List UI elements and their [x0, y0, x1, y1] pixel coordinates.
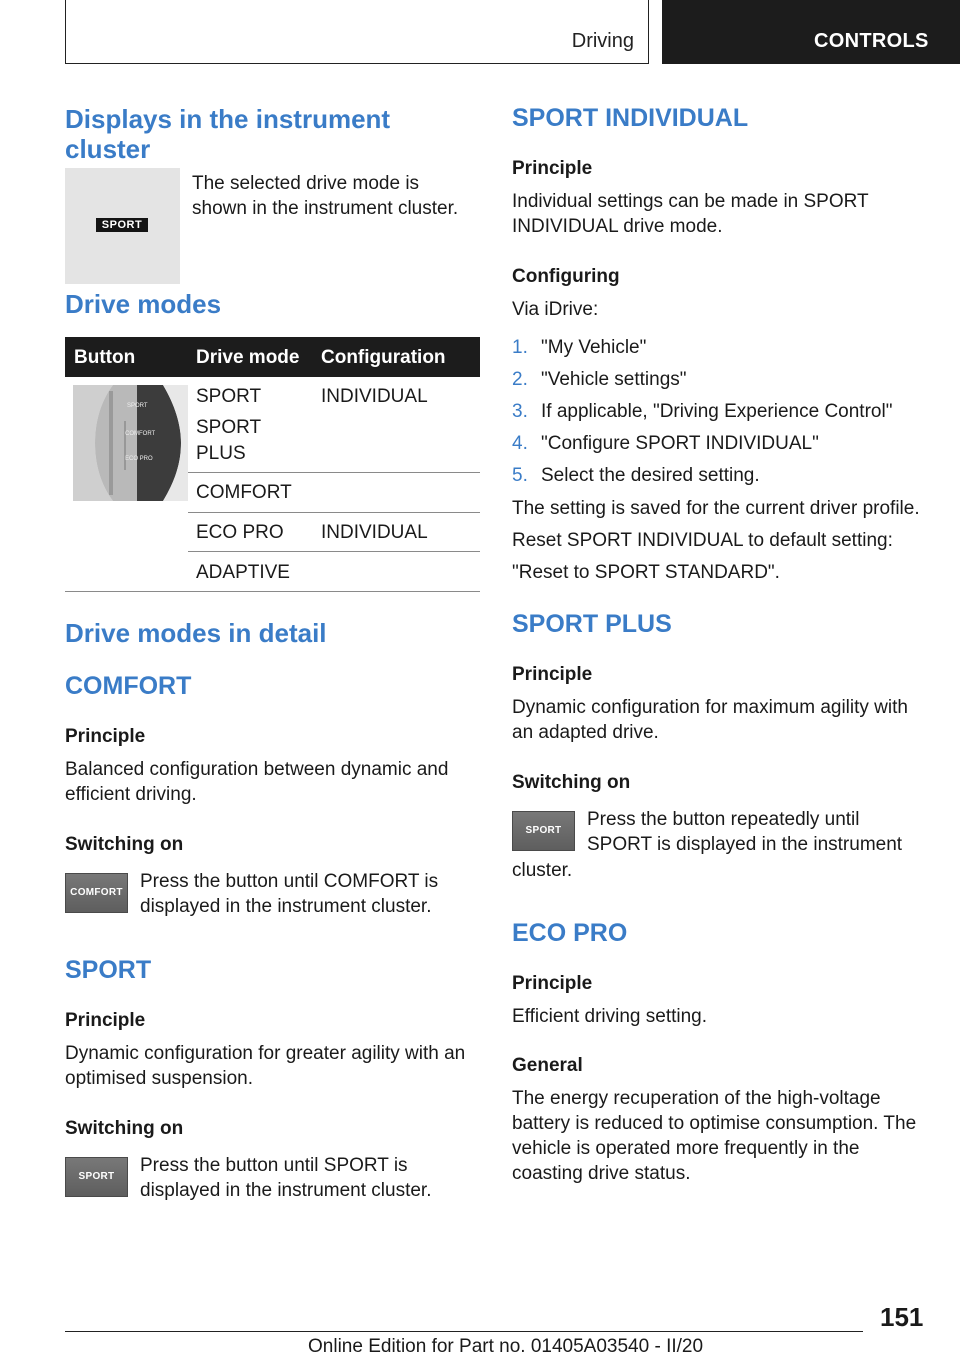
sport-individual-principle-label: Principle — [512, 158, 593, 179]
table-cell-mode-eco-pro: ECO PRO — [196, 522, 284, 543]
table-bottom-rule — [65, 591, 480, 592]
sport-heading: SPORT — [65, 956, 152, 984]
header-section-box — [65, 0, 649, 64]
footer-edition-text: Online Edition for Part no. 01405A03540 - II/20 — [308, 1336, 704, 1357]
header-section-title: Driving — [571, 30, 634, 52]
table-cell-config-eco-pro: INDIVIDUAL — [321, 522, 428, 543]
table-cell-mode-sport: SPORT — [196, 386, 262, 407]
displays-text: The selected drive mode is shown in the instrument cluster. — [192, 173, 459, 219]
sport-principle-text: Dynamic configuration for greater agility with an optimised suspension. — [65, 1043, 466, 1089]
eco-pro-principle-text: Efficient driving setting. — [512, 1006, 708, 1027]
comfort-button-label: COMFORT — [70, 887, 123, 898]
comfort-switching-text: Press the button until COMFORT is displayed in the instrument cluster. — [140, 871, 439, 917]
cluster-sport-label: SPORT — [96, 218, 148, 232]
displays-heading: Displays in the instrument cluster — [65, 104, 391, 164]
sport-switching-label: Switching on — [65, 1118, 184, 1139]
list-item: 3. If applicable, "Driving Experience Control" — [512, 401, 893, 422]
list-item: 5. Select the desired setting. — [512, 465, 760, 486]
sport-individual-principle-text: Individual settings can be made in SPORT INDIVIDUAL drive mode. — [512, 191, 869, 237]
list-item: 4. "Configure SPORT INDIVIDUAL" — [512, 433, 819, 454]
sport-switching-text: Press the button until SPORT is displayed in the instrument cluster. — [140, 1155, 432, 1201]
eco-pro-principle-label: Principle — [512, 973, 593, 994]
comfort-principle-text: Balanced configuration between dynamic and efficient driving. — [65, 759, 449, 805]
list-item: 1. "My Vehicle" — [512, 337, 647, 358]
panel-label-comfort: COMFORT — [125, 431, 156, 437]
footer-rule — [65, 1331, 863, 1332]
sport-plus-button-image — [512, 811, 575, 851]
header-chapter-tab — [662, 0, 960, 64]
configuring-steps-list — [512, 332, 932, 492]
header-chapter-title: CONTROLS — [814, 30, 929, 52]
table-header-button: Button — [74, 347, 136, 368]
setting-saved-text: The setting is saved for the current driver profile. — [512, 498, 920, 519]
table-row-divider — [188, 551, 480, 552]
sport-plus-switching-text: Press the button repeatedly until SPORT is displayed in the instrument — [587, 809, 903, 855]
sport-plus-principle-text: Dynamic configuration for maximum agility with an adapted drive. — [512, 697, 908, 743]
sport-principle-label: Principle — [65, 1010, 146, 1031]
sport-plus-switching-label: Switching on — [512, 772, 631, 793]
comfort-heading: COMFORT — [65, 672, 192, 700]
drive-modes-heading: Drive modes — [65, 289, 222, 319]
instrument-cluster-image — [65, 168, 180, 284]
eco-pro-heading: ECO PRO — [512, 919, 628, 947]
table-cell-mode-sport-plus: SPORT PLUS — [196, 417, 261, 464]
detail-heading: Drive modes in detail — [65, 618, 327, 648]
table-header-drive-mode: Drive mode — [196, 347, 300, 368]
sport-button-label: SPORT — [78, 1171, 115, 1182]
comfort-principle-label: Principle — [65, 726, 146, 747]
comfort-button-image — [65, 873, 128, 913]
drive-mode-buttons-image — [73, 385, 188, 501]
sport-plus-button-label: SPORT — [525, 825, 562, 836]
list-item: 2. "Vehicle settings" — [512, 369, 687, 390]
eco-pro-general-label: General — [512, 1055, 583, 1076]
sport-button-image — [65, 1157, 128, 1197]
panel-label-eco-pro: ECO PRO — [125, 456, 153, 462]
configuring-label: Configuring — [512, 266, 620, 287]
page-number: 151 — [880, 1302, 924, 1332]
comfort-switching-label: Switching on — [65, 834, 184, 855]
via-idrive-text: Via iDrive: — [512, 299, 599, 320]
sport-plus-switching-text-end: cluster. — [512, 860, 573, 881]
table-row-divider — [188, 472, 480, 473]
table-cell-mode-comfort: COMFORT — [196, 482, 292, 503]
table-header-configuration: Configuration — [321, 347, 446, 368]
sport-individual-heading: SPORT INDIVIDUAL — [512, 104, 749, 132]
panel-label-sport: SPORT — [127, 403, 148, 409]
reset-text: Reset SPORT INDIVIDUAL to default setting: — [512, 530, 893, 551]
table-row-divider — [188, 512, 480, 513]
table-header — [65, 337, 480, 377]
table-cell-mode-adaptive: ADAPTIVE — [196, 562, 290, 583]
sport-plus-heading: SPORT PLUS — [512, 610, 672, 638]
reset-value-text: "Reset to SPORT STANDARD". — [512, 562, 780, 583]
table-cell-config-sport: INDIVIDUAL — [321, 386, 428, 407]
sport-plus-principle-label: Principle — [512, 664, 593, 685]
eco-pro-general-text: The energy recuperation of the high-voltage battery is reduced to optimise consumption. The vehicle is operated more frequently in the coasting drive status. — [512, 1088, 917, 1184]
